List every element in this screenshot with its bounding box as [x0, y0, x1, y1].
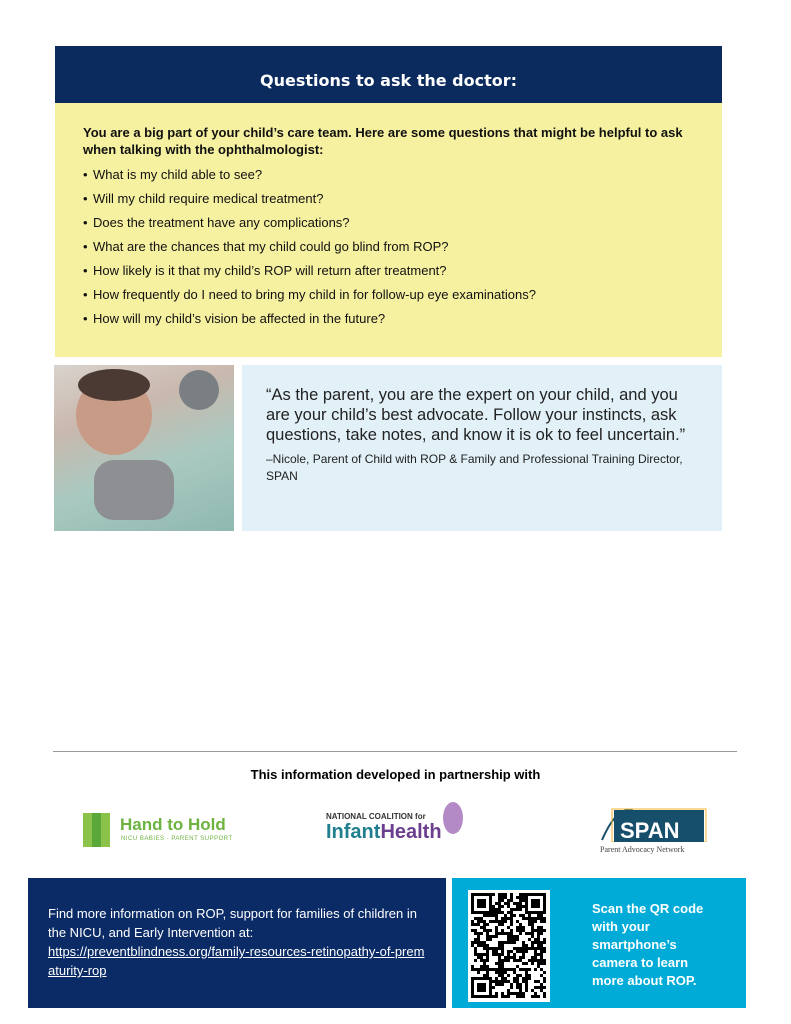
questions-intro: You are a big part of your child’s care team. Here are some questions that might be helpful to ask when talking with the ophthalmologist: [83, 125, 683, 157]
footer-text: Find more information on ROP, support for families of children in the NICU, and Early Intervention at: [48, 906, 417, 940]
list-item: • Does the treatment have any complications? [83, 211, 694, 235]
list-item: • How frequently do I need to bring my child in for follow-up eye examinations? [83, 283, 694, 307]
qr-code-icon [471, 893, 547, 999]
list-item: • What is my child able to see? [83, 163, 694, 187]
questions-list [83, 163, 694, 331]
scan-text: Scan the QR code with your smartphone’s camera to learn more about ROP. [592, 901, 704, 988]
list-item: • How will my child’s vision be affected in the future? [83, 307, 694, 331]
baby-photo [54, 365, 234, 531]
footer-info [28, 878, 446, 1008]
quote-box [242, 365, 722, 531]
list-item: • Will my child require medical treatment? [83, 187, 694, 211]
footprint-icon [443, 802, 463, 834]
h-icon [83, 813, 110, 847]
partners-heading: This information developed in partnership with [250, 767, 541, 782]
quote-attribution: –Nicole, Parent of Child with ROP & Family and Professional Training Director, SPAN [266, 452, 683, 483]
span-logo: SPAN Parent Advocacy Network [598, 790, 708, 856]
quote-text: “As the parent, you are the expert on your child, and you are your child’s best advocate. Follow your instincts, ask questions, take notes, and know it is ok to feel uncertain.” [266, 386, 686, 444]
qr-code[interactable] [468, 890, 550, 1002]
list-item: • What are the chances that my child could go blind from ROP? [83, 235, 694, 259]
divider [53, 751, 737, 752]
ncih-logo: NATIONAL COALITION for InfantHealth [326, 802, 442, 843]
baby-illustration [54, 365, 234, 531]
section-title: Questions to ask the doctor: [55, 46, 722, 103]
list-item: • How likely is it that my child’s ROP will return after treatment? [83, 259, 694, 283]
questions-box [55, 103, 722, 357]
resource-link[interactable]: https://preventblindness.org/family-resources-retinopathy-of-prematurity-rop [48, 944, 425, 978]
footer-qr [452, 878, 746, 1008]
page: Questions to ask the doctor: You are a big part of your child’s care team. Here are some questions that might be helpful to ask when talking with the ophthalmologist: • What is my child able to see? • Will my child require medical treatment? • Does the treatment have any complications? • What are the chances that my child could go blind from ROP? • How likely is it that my child’s ROP will return after treatment? • How frequently do I need to bring my child in for follow-up eye examinations? • How will my child’s vision be affected in the future? “As the parent, you are the expert on your child, and you are your child’s best advocate. Follow your instincts, ask questions, take notes, and know it is ok to feel uncertain.” –Nicole, Parent of Child with ROP & Family and Professional Training Director, SPAN This information developed in partnership with Hand to Hold NICU BABIES · PARENT SUPPORT NATIONAL COALITION for InfantHealth SPAN Parent Advocacy Network Find more information on ROP, support for families of children in the NICU, and Early Intervention at: https://preventblindness.org/family-resources-retinopathy-of-prematurity-rop Scan the QR code with your smartphone’s camera to learn more about ROP. [0, 0, 791, 1024]
